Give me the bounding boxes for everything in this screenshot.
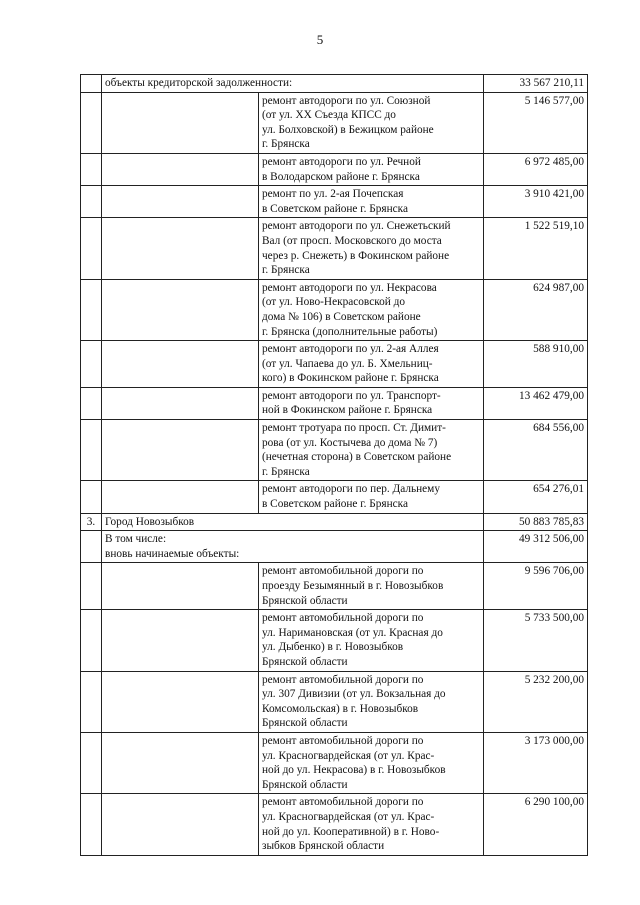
group-blank-cell	[102, 671, 259, 732]
object-description: ремонт автомобильной дороги по ул. 307 Дивизии (от ул. Вокзальная до Комсомольская) в г. Новозыбков Брянской области	[259, 671, 484, 732]
object-description: ремонт автодороги по ул. Речной в Володарском районе г. Брянска	[259, 153, 484, 185]
object-amount: 654 276,01	[484, 481, 588, 513]
object-description: ремонт автомобильной дороги по ул. Красногвардейская (от ул. Крас- ной до ул. Кооперативной) в г. Ново- зыбков Брянской области	[259, 794, 484, 855]
group-blank-cell	[102, 732, 259, 793]
row-number-cell	[81, 794, 102, 855]
group-row	[81, 531, 588, 563]
group-blank-cell	[102, 563, 259, 610]
object-row	[81, 610, 588, 671]
group-blank-cell	[102, 341, 259, 388]
object-row	[81, 341, 588, 388]
row-number-cell	[81, 563, 102, 610]
city-row	[81, 513, 588, 531]
object-row	[81, 794, 588, 855]
object-row	[81, 279, 588, 340]
object-description: ремонт автодороги по ул. Некрасова (от ул. Ново-Некрасовской до дома № 106) в Советском районе г. Брянска (дополнительные работы)	[259, 279, 484, 340]
row-number-cell	[81, 671, 102, 732]
row-number-cell	[81, 186, 102, 218]
object-description: ремонт автодороги по ул. Снежетьский Вал (от просп. Московского до моста через р. Снежеть) в Фокинском районе г. Брянска	[259, 218, 484, 279]
object-row	[81, 671, 588, 732]
group-label: В том числе: вновь начинаемые объекты:	[102, 531, 484, 563]
group-label: объекты кредиторской задолженности:	[102, 75, 484, 93]
city-total-amount: 50 883 785,83	[484, 513, 588, 531]
group-amount: 49 312 506,00	[484, 531, 588, 563]
object-row	[81, 481, 588, 513]
row-number-cell	[81, 420, 102, 481]
group-blank-cell	[102, 92, 259, 153]
object-amount: 1 522 519,10	[484, 218, 588, 279]
object-amount: 9 596 706,00	[484, 563, 588, 610]
city-name: Город Новозыбков	[102, 513, 484, 531]
object-amount: 5 232 200,00	[484, 671, 588, 732]
row-number-cell	[81, 279, 102, 340]
row-number-cell	[81, 732, 102, 793]
object-description: ремонт автомобильной дороги по ул. Наримановская (от ул. Красная до ул. Дыбенко) в г. Новозыбков Брянской области	[259, 610, 484, 671]
row-number-cell	[81, 610, 102, 671]
object-row	[81, 218, 588, 279]
budget-table	[80, 74, 588, 856]
row-number-cell	[81, 531, 102, 563]
object-description: ремонт автодороги по ул. Транспорт- ной в Фокинском районе г. Брянска	[259, 387, 484, 419]
object-amount: 684 556,00	[484, 420, 588, 481]
group-blank-cell	[102, 218, 259, 279]
row-number-cell	[81, 387, 102, 419]
group-blank-cell	[102, 153, 259, 185]
group-blank-cell	[102, 279, 259, 340]
object-amount: 13 462 479,00	[484, 387, 588, 419]
budget-table-body	[81, 75, 588, 856]
object-row	[81, 387, 588, 419]
row-number-cell	[81, 75, 102, 93]
row-number-cell	[81, 481, 102, 513]
group-row	[81, 75, 588, 93]
group-blank-cell	[102, 420, 259, 481]
group-amount: 33 567 210,11	[484, 75, 588, 93]
object-amount: 5 146 577,00	[484, 92, 588, 153]
object-row	[81, 563, 588, 610]
row-number-cell	[81, 92, 102, 153]
object-row	[81, 153, 588, 185]
object-amount: 588 910,00	[484, 341, 588, 388]
object-row	[81, 186, 588, 218]
group-blank-cell	[102, 610, 259, 671]
object-row	[81, 92, 588, 153]
object-description: ремонт тротуара по просп. Ст. Димит- рова (от ул. Костычева до дома № 7) (нечетная сторона) в Советском районе г. Брянска	[259, 420, 484, 481]
group-blank-cell	[102, 794, 259, 855]
object-row	[81, 732, 588, 793]
group-blank-cell	[102, 186, 259, 218]
object-description: ремонт автодороги по ул. 2-ая Аллея (от ул. Чапаева до ул. Б. Хмельниц- кого) в Фокинском районе г. Брянска	[259, 341, 484, 388]
object-description: ремонт автодороги по пер. Дальнему в Советском районе г. Брянска	[259, 481, 484, 513]
object-amount: 6 972 485,00	[484, 153, 588, 185]
object-amount: 6 290 100,00	[484, 794, 588, 855]
object-amount: 3 910 421,00	[484, 186, 588, 218]
object-amount: 5 733 500,00	[484, 610, 588, 671]
object-description: ремонт автомобильной дороги по ул. Красногвардейская (от ул. Крас- ной до ул. Некрасова) в г. Новозыбков Брянской области	[259, 732, 484, 793]
row-number-cell: 3.	[81, 513, 102, 531]
page-number: 5	[316, 32, 324, 47]
object-amount: 624 987,00	[484, 279, 588, 340]
object-description: ремонт по ул. 2-ая Почепская в Советском районе г. Брянска	[259, 186, 484, 218]
object-amount: 3 173 000,00	[484, 732, 588, 793]
object-row	[81, 420, 588, 481]
row-number-cell	[81, 153, 102, 185]
object-description: ремонт автодороги по ул. Союзной (от ул. XX Съезда КПСС до ул. Болховской) в Бежицком районе г. Брянска	[259, 92, 484, 153]
row-number-cell	[81, 218, 102, 279]
group-blank-cell	[102, 481, 259, 513]
object-description: ремонт автомобильной дороги по проезду Безымянный в г. Новозыбков Брянской области	[259, 563, 484, 610]
row-number-cell	[81, 341, 102, 388]
group-blank-cell	[102, 387, 259, 419]
